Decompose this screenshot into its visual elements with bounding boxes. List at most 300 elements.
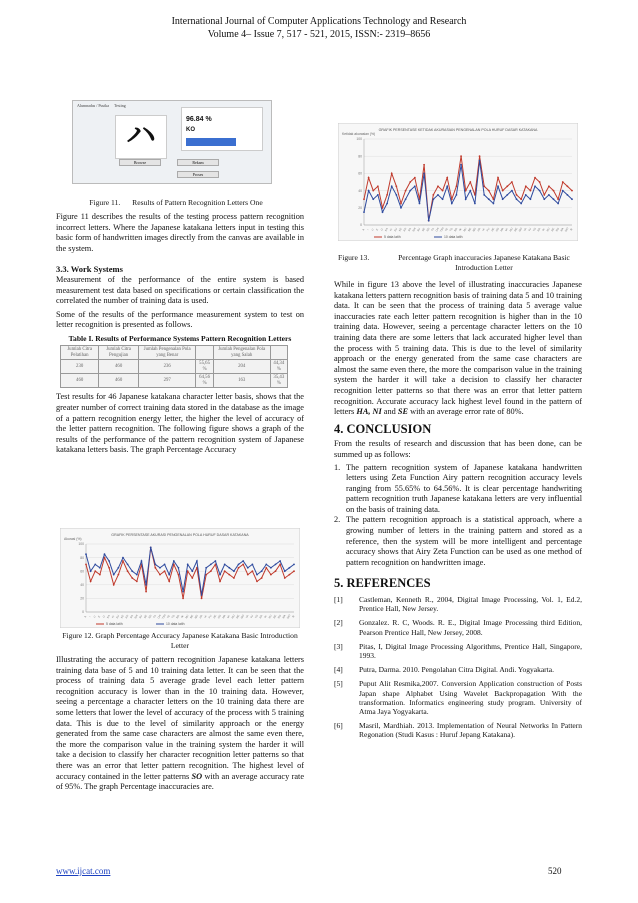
results-table — [60, 345, 288, 388]
x-tick-label: KO — [124, 614, 130, 620]
x-tick-label: YA — [245, 614, 250, 619]
data-point — [173, 560, 175, 562]
data-point — [437, 194, 439, 196]
table-cell: 460 — [99, 360, 139, 374]
data-point — [94, 564, 96, 566]
data-point — [256, 581, 258, 583]
x-tick-label: CHI — [157, 614, 162, 620]
data-point — [210, 564, 212, 566]
data-point — [553, 190, 555, 192]
reference-item — [334, 642, 582, 660]
x-tick-label: YO — [254, 614, 259, 620]
data-point — [210, 570, 212, 572]
data-point — [442, 198, 444, 200]
data-point — [456, 194, 458, 196]
data-point — [400, 203, 402, 205]
x-tick-label: HE — [490, 227, 496, 233]
figure-11 — [72, 100, 272, 184]
data-point — [557, 198, 559, 200]
x-tick-label: NO — [194, 614, 199, 620]
data-point — [284, 577, 286, 579]
data-point — [442, 190, 444, 192]
reference-item — [334, 721, 582, 739]
data-point — [293, 570, 295, 572]
legend-label: 5 data latih — [106, 622, 123, 626]
x-tick-label: N — [291, 615, 296, 619]
data-point — [270, 567, 272, 569]
x-tick-label: RU — [268, 614, 273, 620]
x-tick-label: TE — [166, 614, 171, 619]
data-point — [261, 570, 263, 572]
table-header-cell: Jumlah Citra Pengujian — [99, 346, 139, 360]
reference-text: Gonzalez. R. C, Woods. R. E., Digital Image Processing third Edition, Pearson Prentice Hall, New Jersey, 2008. — [359, 618, 582, 637]
data-point — [548, 185, 550, 187]
x-tick-label: TO — [449, 227, 454, 233]
x-tick-label: A — [361, 228, 366, 232]
paragraph: From the results of research and discussion that has been done, can be summed up as follows: — [334, 439, 582, 459]
reference-item — [334, 665, 582, 674]
legend-label: 10 data latih — [444, 235, 463, 239]
table-cell: 204 — [213, 360, 270, 374]
data-point — [400, 207, 402, 209]
data-point — [543, 194, 545, 196]
journal-volume: Volume 4– Issue 7, 517 - 521, 2015, ISSN:- 2319–8656 — [207, 29, 431, 40]
result-label: KO — [186, 127, 195, 133]
x-tick-label: O — [380, 228, 384, 232]
data-point — [279, 560, 281, 562]
table-cell: 460 — [99, 374, 139, 388]
x-tick-label: MU — [231, 614, 236, 620]
data-point — [265, 567, 267, 569]
table-cell: 460 — [61, 374, 99, 388]
x-tick-label: NO — [472, 227, 477, 233]
data-point — [534, 185, 536, 187]
data-point — [219, 581, 221, 583]
data-point — [493, 203, 495, 205]
data-point — [247, 567, 249, 569]
data-point — [205, 567, 207, 569]
x-tick-label: HI — [203, 614, 208, 619]
y-tick-label: 80 — [358, 154, 362, 159]
data-point — [502, 198, 504, 200]
x-tick-label: HI — [481, 227, 486, 232]
data-point — [446, 177, 448, 179]
data-point — [94, 570, 96, 572]
x-tick-label: SE — [143, 614, 148, 620]
x-tick-label: MI — [504, 227, 509, 232]
x-tick-label: A — [83, 615, 88, 619]
data-point — [562, 181, 564, 183]
table-cell: 35,43 % — [270, 374, 287, 388]
data-point — [502, 190, 504, 192]
reference-text: Pitas, I, Digital Image Processing Algorithms, Prentice Hall, Singapore, 1993. — [359, 641, 582, 661]
x-tick-label: TA — [430, 227, 435, 232]
section-heading: 3.3. Work Systems — [56, 264, 123, 275]
right-column — [334, 280, 582, 745]
data-point — [99, 574, 101, 576]
x-tick-label: KE — [398, 227, 403, 233]
x-tick-label: I — [366, 228, 370, 231]
data-point — [511, 190, 513, 192]
x-tick-label: TO — [171, 614, 176, 620]
x-tick-label: HA — [198, 614, 204, 620]
data-point — [178, 567, 180, 569]
paragraph-text: While in figure 13 above the level of illustrating inaccuracies Japanese katakana letters pattern recognition basis of training data 5 and 10 training data. It can be seen that the process of training data 5 average value inaccuracies rate each letter pattern recognition is higher than in the 10 training data. However, seeing a percentage character letters on the 10 training data there are some letters that lack accurated higher level than the process with 5 training data. This is due to the level of similarity approach or the energy generated from the same case characters are almost the same even there, the more the comparison value in the training system the harder it will take a decision to classify her character recognition letter patterns so that there was an error that letter pattern recognition. Accurate accuracy lack highest level found in the pattern of letters — [334, 280, 582, 417]
data-point — [275, 570, 277, 572]
left-column — [56, 212, 304, 456]
data-point — [261, 577, 263, 579]
data-point — [168, 581, 170, 583]
data-point — [368, 177, 370, 179]
data-point — [122, 560, 124, 562]
legend-label: 10 data latih — [166, 622, 185, 626]
x-tick-label: TSU — [161, 613, 167, 620]
data-point — [530, 198, 532, 200]
data-point — [446, 185, 448, 187]
list-number: 1. — [334, 462, 341, 472]
reference-item — [334, 595, 582, 613]
reference-item — [334, 679, 582, 716]
x-tick-label: U — [371, 228, 375, 232]
data-point — [516, 194, 518, 196]
data-point — [141, 560, 143, 562]
x-tick-label: KE — [120, 614, 125, 620]
data-point — [284, 570, 286, 572]
y-tick-label: 80 — [80, 555, 84, 560]
data-point — [191, 570, 193, 572]
data-point — [557, 203, 559, 205]
data-point — [409, 181, 411, 183]
canvas — [115, 115, 167, 159]
data-point — [168, 574, 170, 576]
x-tick-label: NA — [453, 227, 459, 233]
data-point — [265, 564, 267, 566]
page-number: 520 — [548, 866, 562, 876]
data-point — [219, 574, 221, 576]
list-text: The pattern recognition system of Japanese katakana handwritten letters using Zeta Function Airy pattern recognition accuracy levels ranging from 55.65% to 64.56%. It is clear percentage handwriting pattern recognition truth Japanese katakana letters are very influential on the basis of training data. — [346, 462, 582, 514]
paragraph: Test results for 46 Japanese katakana character letter basis, shows that the greater number of correct training data stored in the database as the image of a pattern recognition energy letter, the higher the level of accuracy of the letter pattern recognition. The following figure shows a graph of the results of the performance of the pattern recognition system of Japanese katakana letters basis. The graph Percentage Accuracy — [56, 392, 304, 455]
table-cell: 230 — [61, 360, 99, 374]
data-point — [127, 570, 129, 572]
data-point — [131, 570, 133, 572]
data-point — [256, 574, 258, 576]
data-point — [488, 190, 490, 192]
x-tick-label: SHI — [412, 227, 417, 233]
x-tick-label: RO — [277, 614, 282, 620]
app-tabs — [77, 103, 126, 108]
data-point — [187, 564, 189, 566]
data-point — [548, 194, 550, 196]
data-point — [566, 194, 568, 196]
x-tick-label: SU — [416, 227, 422, 233]
data-point — [479, 155, 481, 157]
data-point — [159, 567, 161, 569]
data-point — [233, 577, 235, 579]
data-point — [479, 160, 481, 162]
data-point — [405, 198, 407, 200]
x-tick-label: CHI — [435, 227, 440, 233]
data-point — [154, 564, 156, 566]
x-tick-label: RI — [541, 227, 546, 232]
app-button-browse: Browse — [119, 159, 161, 166]
x-tick-label: RU — [546, 227, 551, 233]
x-tick-label: MI — [226, 614, 231, 619]
data-point — [228, 574, 230, 576]
chart-ylabel: Akurasi (%) — [64, 537, 82, 541]
data-point — [90, 581, 92, 583]
emphasis: HA, NI — [356, 407, 382, 417]
section-heading-references: 5. REFERENCES — [334, 576, 431, 591]
x-tick-label: FU — [208, 614, 213, 620]
list-text: The pattern recognition approach is a statistical approach, where a growing number of letters in the training pattern and stored as a reference, then the system will be more intelligent and percentage accuracy shows that Airy Zeta Function can be used as one method of pattern recognition on handwritten image. — [346, 515, 582, 567]
fig12-caption: Figure 12. Graph Percentage Accuracy Japanese Katakana Basic Introduction Letter — [62, 631, 298, 650]
table-header-cell — [270, 346, 287, 360]
data-point — [288, 567, 290, 569]
tab-testing: Testing — [114, 103, 126, 108]
data-point — [539, 181, 541, 183]
paragraph-text: with an average accuracy rate of 95%. The graph Percentage inaccuracies are. — [56, 771, 304, 792]
data-point — [191, 577, 193, 579]
x-tick-label: HA — [476, 227, 482, 233]
x-tick-label: N — [569, 228, 574, 232]
data-point — [460, 155, 462, 157]
data-point — [288, 574, 290, 576]
x-tick-label: ME — [235, 614, 241, 620]
data-point — [409, 190, 411, 192]
data-point — [178, 574, 180, 576]
x-tick-label: TSU — [439, 226, 445, 233]
tab-training: Alumnadas / Pustka — [77, 103, 109, 108]
data-point — [553, 198, 555, 200]
list-item — [334, 515, 582, 568]
x-tick-label: TA — [152, 614, 157, 619]
data-point — [423, 173, 425, 175]
table-header-cell: Jumlah Pengenalan Pola yang Salah — [213, 346, 270, 360]
x-tick-label: SU — [138, 614, 144, 620]
x-tick-label: KA — [384, 227, 389, 233]
x-tick-label: MO — [240, 614, 246, 620]
data-point — [252, 570, 254, 572]
journal-title: International Journal of Computer Applications Technology and Research — [171, 16, 467, 27]
data-point — [131, 577, 133, 579]
paragraph: Measurement of the performance of the entire system is based measurement test data based on specifications or certain classification the correlated the number of training data is used. — [56, 274, 304, 306]
reference-text: Puput Alit Resmika,2007. Conversion Application construction of Posts Japan shape Alphabet Using Wavelet Backpropagation With the transformation. Informatics engineering study program. University of Atma Jaya Yogyakarta. — [359, 679, 582, 717]
x-tick-label: RA — [537, 227, 542, 233]
table-cell: 64,56 % — [196, 374, 213, 388]
x-tick-label: E — [97, 615, 102, 619]
data-point — [386, 203, 388, 205]
x-tick-label: WA — [282, 614, 287, 620]
data-point — [469, 190, 471, 192]
data-point — [497, 185, 499, 187]
x-tick-label: RA — [259, 614, 264, 620]
x-tick-label: FU — [486, 227, 491, 233]
fig11-caption-num: Figure 11. — [89, 198, 121, 207]
x-tick-label: SE — [421, 227, 426, 233]
fig13-caption-text: Percentage Graph inaccuracies Japanese Katakana Basic Introduction Letter — [398, 253, 570, 272]
data-point — [377, 194, 379, 196]
result-list — [186, 138, 236, 146]
x-tick-label: RE — [272, 614, 278, 620]
x-tick-label: I — [88, 615, 92, 618]
data-point — [242, 564, 244, 566]
x-tick-label: KA — [106, 614, 111, 620]
data-point — [228, 567, 230, 569]
data-point — [224, 564, 226, 566]
x-tick-label: NA — [175, 614, 181, 620]
x-tick-label: O — [102, 615, 106, 619]
y-tick-label: 20 — [358, 206, 362, 210]
x-tick-label: NE — [467, 227, 473, 233]
x-tick-label: SO — [148, 614, 153, 620]
emphasis: SE — [397, 407, 409, 417]
reference-number: [4] — [334, 665, 343, 675]
y-tick-label: 60 — [358, 171, 362, 176]
table-header-cell: Jumlah Pengenalan Pola yang Benar — [138, 346, 195, 360]
data-point — [506, 185, 508, 187]
x-tick-label: YO — [532, 227, 537, 233]
data-point — [136, 574, 138, 576]
data-point — [520, 198, 522, 200]
data-point — [182, 591, 184, 593]
paragraph-text: and — [381, 407, 398, 417]
chart-title: GRAFIK PERSENTASE AKURASI PENGENALAN POLA HURUF DASAR KATAKANA — [111, 533, 249, 537]
figure-12-chart — [60, 528, 300, 628]
data-point — [127, 564, 129, 566]
legend-label: 5 data latih — [384, 235, 401, 239]
data-point — [363, 211, 365, 213]
data-point — [469, 181, 471, 183]
x-tick-label: KU — [115, 614, 121, 620]
data-point — [483, 194, 485, 196]
emphasis: SO — [191, 771, 203, 781]
data-point — [108, 560, 110, 562]
list-item — [334, 463, 582, 516]
y-tick-label: 60 — [80, 569, 84, 574]
x-tick-label: SA — [129, 614, 134, 620]
data-point — [488, 198, 490, 200]
x-tick-label: WA — [560, 227, 565, 233]
x-tick-label: NI — [458, 227, 463, 232]
data-point — [432, 198, 434, 200]
reference-text: Castleman, Kenneth R., 2004, Digital Image Processing, Vol. 1, Ed.2, Prentice Hall, New Jersey. — [359, 595, 582, 614]
x-tick-label: NI — [180, 614, 185, 619]
data-point — [419, 203, 421, 205]
data-point — [530, 190, 532, 192]
data-point — [117, 567, 119, 569]
data-point — [201, 598, 203, 600]
reference-text: Putra, Darma. 2010. Pengolahan Citra Digital. Andi. Yogyakarta. — [359, 665, 554, 675]
data-point — [164, 570, 166, 572]
table-cell: 163 — [213, 374, 270, 388]
x-tick-label: RO — [555, 227, 560, 233]
data-point — [506, 194, 508, 196]
x-tick-label: YU — [249, 614, 255, 620]
paragraph — [56, 655, 304, 793]
footer-url[interactable]: www.ijcat.com — [56, 866, 111, 876]
section-heading-conclusion: 4. CONCLUSION — [334, 421, 432, 436]
x-tick-label: E — [375, 228, 380, 232]
data-point — [85, 553, 87, 555]
y-tick-label: 100 — [78, 542, 84, 547]
paragraph: Some of the results of the performance measurement system to test on letter recognition is presented as follows. — [56, 309, 304, 330]
x-tick-label: SO — [426, 227, 431, 233]
data-point — [571, 190, 573, 192]
reference-number: [5] — [334, 679, 343, 689]
paragraph — [334, 280, 582, 418]
list-number: 2. — [334, 515, 341, 525]
x-tick-label: SA — [407, 227, 412, 233]
y-tick-label: 100 — [356, 137, 362, 142]
reference-list — [334, 595, 582, 740]
paragraph: Figure 11 describes the results of the testing process pattern recognition incorrect letters. Where the Japanese katakana letters input in testing this basic form of handwritten images directly from the canvas are available in the system. — [56, 212, 304, 253]
data-point — [520, 203, 522, 205]
data-point — [432, 194, 434, 196]
data-point — [414, 177, 416, 179]
result-percent: 96.84 % — [186, 116, 212, 123]
data-point — [534, 177, 536, 179]
data-point — [525, 194, 527, 196]
x-tick-label: YU — [527, 227, 533, 233]
x-tick-label: NU — [463, 227, 468, 233]
x-tick-label: HE — [212, 614, 218, 620]
data-point — [474, 203, 476, 205]
data-point — [154, 567, 156, 569]
x-tick-label: KI — [389, 227, 394, 232]
reference-item — [334, 618, 582, 636]
reference-number: [1] — [334, 595, 343, 605]
table-header-cell — [196, 346, 213, 360]
x-tick-label: ME — [513, 227, 519, 233]
data-point — [543, 198, 545, 200]
data-point — [122, 557, 124, 559]
data-point — [293, 564, 295, 566]
x-tick-label: MA — [221, 614, 227, 620]
data-point — [85, 564, 87, 566]
data-point — [164, 564, 166, 566]
x-tick-label: HO — [495, 227, 500, 233]
fig11-caption-text: Results of Pattern Recognition Letters One — [132, 198, 263, 207]
chart-ylabel: Ketidak akurasian (%) — [342, 132, 376, 136]
x-tick-label: SHI — [134, 614, 139, 620]
data-point — [90, 570, 92, 572]
x-tick-label: MA — [499, 227, 505, 233]
data-point — [252, 564, 254, 566]
data-point — [437, 185, 439, 187]
data-point — [395, 194, 397, 196]
data-point — [571, 198, 573, 200]
data-point — [377, 185, 379, 187]
x-tick-label: YA — [523, 227, 528, 232]
data-point — [511, 181, 513, 183]
result-panel — [181, 107, 263, 151]
data-point — [242, 560, 244, 562]
data-point — [215, 560, 217, 562]
y-tick-label: 0 — [82, 610, 84, 615]
data-point — [566, 185, 568, 187]
data-point — [372, 190, 374, 192]
data-point — [201, 594, 203, 596]
data-point — [386, 194, 388, 196]
x-tick-label: HO — [217, 614, 222, 620]
data-point — [391, 173, 393, 175]
data-point — [238, 567, 240, 569]
x-tick-label: WO — [286, 614, 292, 620]
canvas-glyph: ハ — [126, 118, 156, 153]
data-point — [456, 185, 458, 187]
data-point — [238, 564, 240, 566]
data-point — [150, 547, 152, 549]
